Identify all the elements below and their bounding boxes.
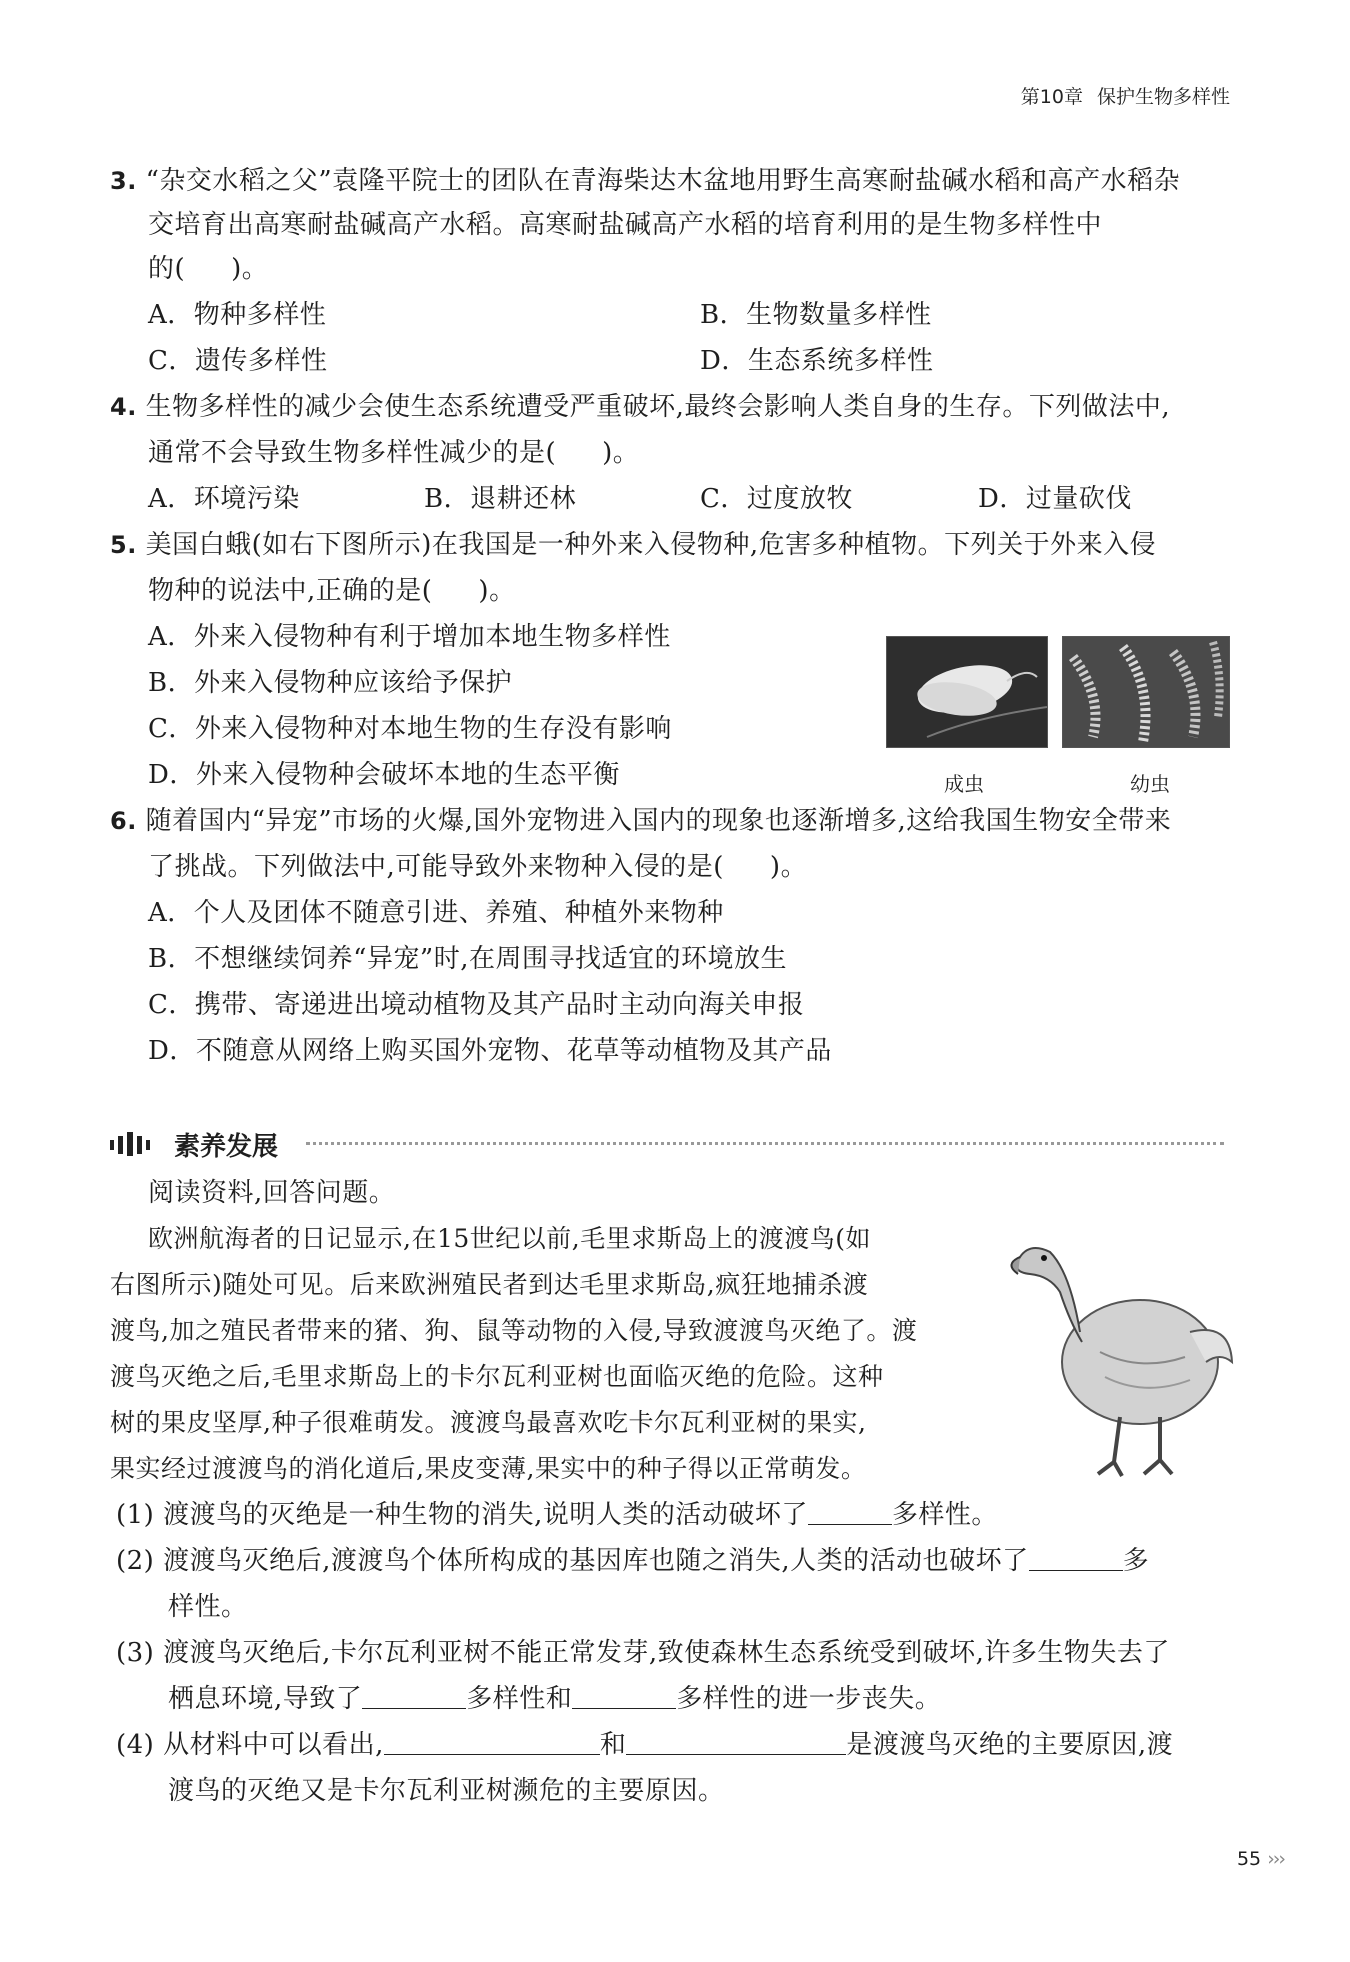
- moth-larva-photo: [1062, 636, 1230, 748]
- option-c[interactable]: C．携带、寄递进出境动植物及其产品时主动向海关申报: [148, 990, 805, 1020]
- sub-question-3: (3) 渡渡鸟灭绝后,卡尔瓦利亚树不能正常发芽,致使森林生态系统受到破坏,许多生物失去了: [116, 1638, 1170, 1668]
- answer-blank[interactable]: [808, 1498, 892, 1525]
- question-text: )。: [602, 438, 640, 468]
- moth-icon: [887, 637, 1047, 747]
- option-b[interactable]: B．生物数量多样性: [700, 300, 932, 330]
- sub-question-1: (1) 渡渡鸟的灭绝是一种生物的消失,说明人类的活动破坏了: [116, 1500, 808, 1530]
- caterpillar-icon: [1063, 637, 1229, 747]
- option-c[interactable]: C．外来入侵物种对本地生物的生存没有影响: [148, 714, 672, 744]
- option-d[interactable]: D．不随意从网络上购买国外宠物、花草等动植物及其产品: [148, 1036, 832, 1066]
- answer-blank[interactable]: [362, 1682, 466, 1709]
- section-bars-icon: [110, 1132, 168, 1160]
- chevrons-right-icon: ›››: [1267, 1848, 1284, 1870]
- question-text: 交培育出高寒耐盐碱高产水稻。高寒耐盐碱高产水稻的培育利用的是生物多样性中: [148, 210, 1103, 240]
- question-text: )。: [231, 254, 269, 284]
- option-b[interactable]: B．不想继续饲养“异宠”时,在周围寻找适宜的环境放生: [148, 944, 787, 974]
- option-b[interactable]: B．退耕还林: [424, 484, 577, 514]
- passage-line: 树的果皮坚厚,种子很难萌发。渡渡鸟最喜欢吃卡尔瓦利亚树的果实,: [110, 1408, 867, 1437]
- passage-line: 右图所示)随处可见。后来欧洲殖民者到达毛里求斯岛,疯狂地捕杀渡: [110, 1270, 869, 1299]
- answer-blank[interactable]: [384, 1728, 600, 1755]
- option-a[interactable]: A．个人及团体不随意引进、养殖、种植外来物种: [148, 898, 724, 928]
- question-number: 5.: [110, 531, 137, 559]
- option-d[interactable]: D．生态系统多样性: [700, 346, 934, 376]
- question-text: 随着国内“异宠”市场的火爆,国外宠物进入国内的现象也逐渐增多,这给我国生物安全带来: [145, 806, 1172, 836]
- question-text: “杂交水稻之父”袁隆平院士的团队在青海柴达木盆地用野生高寒耐盐碱水稻和高产水稻杂: [145, 166, 1181, 196]
- question-text: 美国白蛾(如右下图所示)在我国是一种外来入侵物种,危害多种植物。下列关于外来入侵: [145, 530, 1157, 560]
- question-number: 3.: [110, 167, 137, 195]
- question-text: 通常不会导致生物多样性减少的是(: [148, 438, 557, 468]
- passage-line: 欧洲航海者的日记显示,在15世纪以前,毛里求斯岛上的渡渡鸟(如: [148, 1224, 871, 1253]
- sub-question-4-cont: 渡鸟的灭绝又是卡尔瓦利亚树濒危的主要原因。: [168, 1776, 725, 1806]
- sub-question-2: (2) 渡渡鸟灭绝后,渡渡鸟个体所构成的基因库也随之消失,人类的活动也破坏了: [116, 1546, 1029, 1576]
- passage-line: 渡鸟,加之殖民者带来的猪、狗、鼠等动物的入侵,导致渡渡鸟灭绝了。渡: [110, 1316, 918, 1345]
- photo-caption-adult: 成虫: [944, 772, 984, 796]
- sub-question-4: (4) 从材料中可以看出,: [116, 1730, 384, 1760]
- chapter-number: 第10章: [1020, 86, 1083, 108]
- passage-line: 渡鸟灭绝之后,毛里求斯岛上的卡尔瓦利亚树也面临灭绝的危险。这种: [110, 1362, 884, 1391]
- option-c[interactable]: C．过度放牧: [700, 484, 853, 514]
- page-number: 55 ›››: [1236, 1848, 1284, 1870]
- question-text: 物种的说法中,正确的是(: [148, 576, 433, 606]
- option-c[interactable]: C．遗传多样性: [148, 346, 328, 376]
- chapter-title: 保护生物多样性: [1096, 86, 1230, 108]
- option-a[interactable]: A．环境污染: [148, 484, 300, 514]
- moth-adult-photo: [886, 636, 1048, 748]
- question-number: 6.: [110, 807, 137, 835]
- section-divider: [306, 1142, 1224, 1145]
- passage-line: 果实经过渡渡鸟的消化道后,果皮变薄,果实中的种子得以正常萌发。: [110, 1454, 867, 1483]
- question-text: 生物多样性的减少会使生态系统遭受严重破坏,最终会影响人类自身的生存。下列做法中,: [145, 392, 1171, 422]
- question-text: 了挑战。下列做法中,可能导致外来物种入侵的是(: [148, 852, 724, 882]
- passage-intro: 阅读资料,回答问题。: [148, 1178, 396, 1208]
- question-number: 4.: [110, 393, 137, 421]
- answer-blank[interactable]: [1029, 1544, 1123, 1571]
- page-header: [1021, 82, 1230, 109]
- option-d[interactable]: D．外来入侵物种会破坏本地的生态平衡: [148, 760, 620, 790]
- option-b[interactable]: B．外来入侵物种应该给予保护: [148, 668, 513, 698]
- sub-question-2-cont: 样性。: [168, 1592, 248, 1622]
- photo-caption-larva: 幼虫: [1130, 772, 1170, 796]
- answer-blank[interactable]: [572, 1682, 676, 1709]
- dodo-icon: [1010, 1212, 1236, 1482]
- option-a[interactable]: A．外来入侵物种有利于增加本地生物多样性: [148, 622, 671, 652]
- question-text: )。: [769, 852, 808, 882]
- question-text: 的(: [148, 254, 186, 284]
- question-text: )。: [478, 576, 516, 606]
- section-title: 素养发展: [174, 1132, 279, 1162]
- dodo-illustration: [1010, 1212, 1236, 1482]
- answer-blank[interactable]: [626, 1728, 846, 1755]
- option-a[interactable]: A．物种多样性: [148, 300, 327, 330]
- option-d[interactable]: D．过量砍伐: [978, 484, 1132, 514]
